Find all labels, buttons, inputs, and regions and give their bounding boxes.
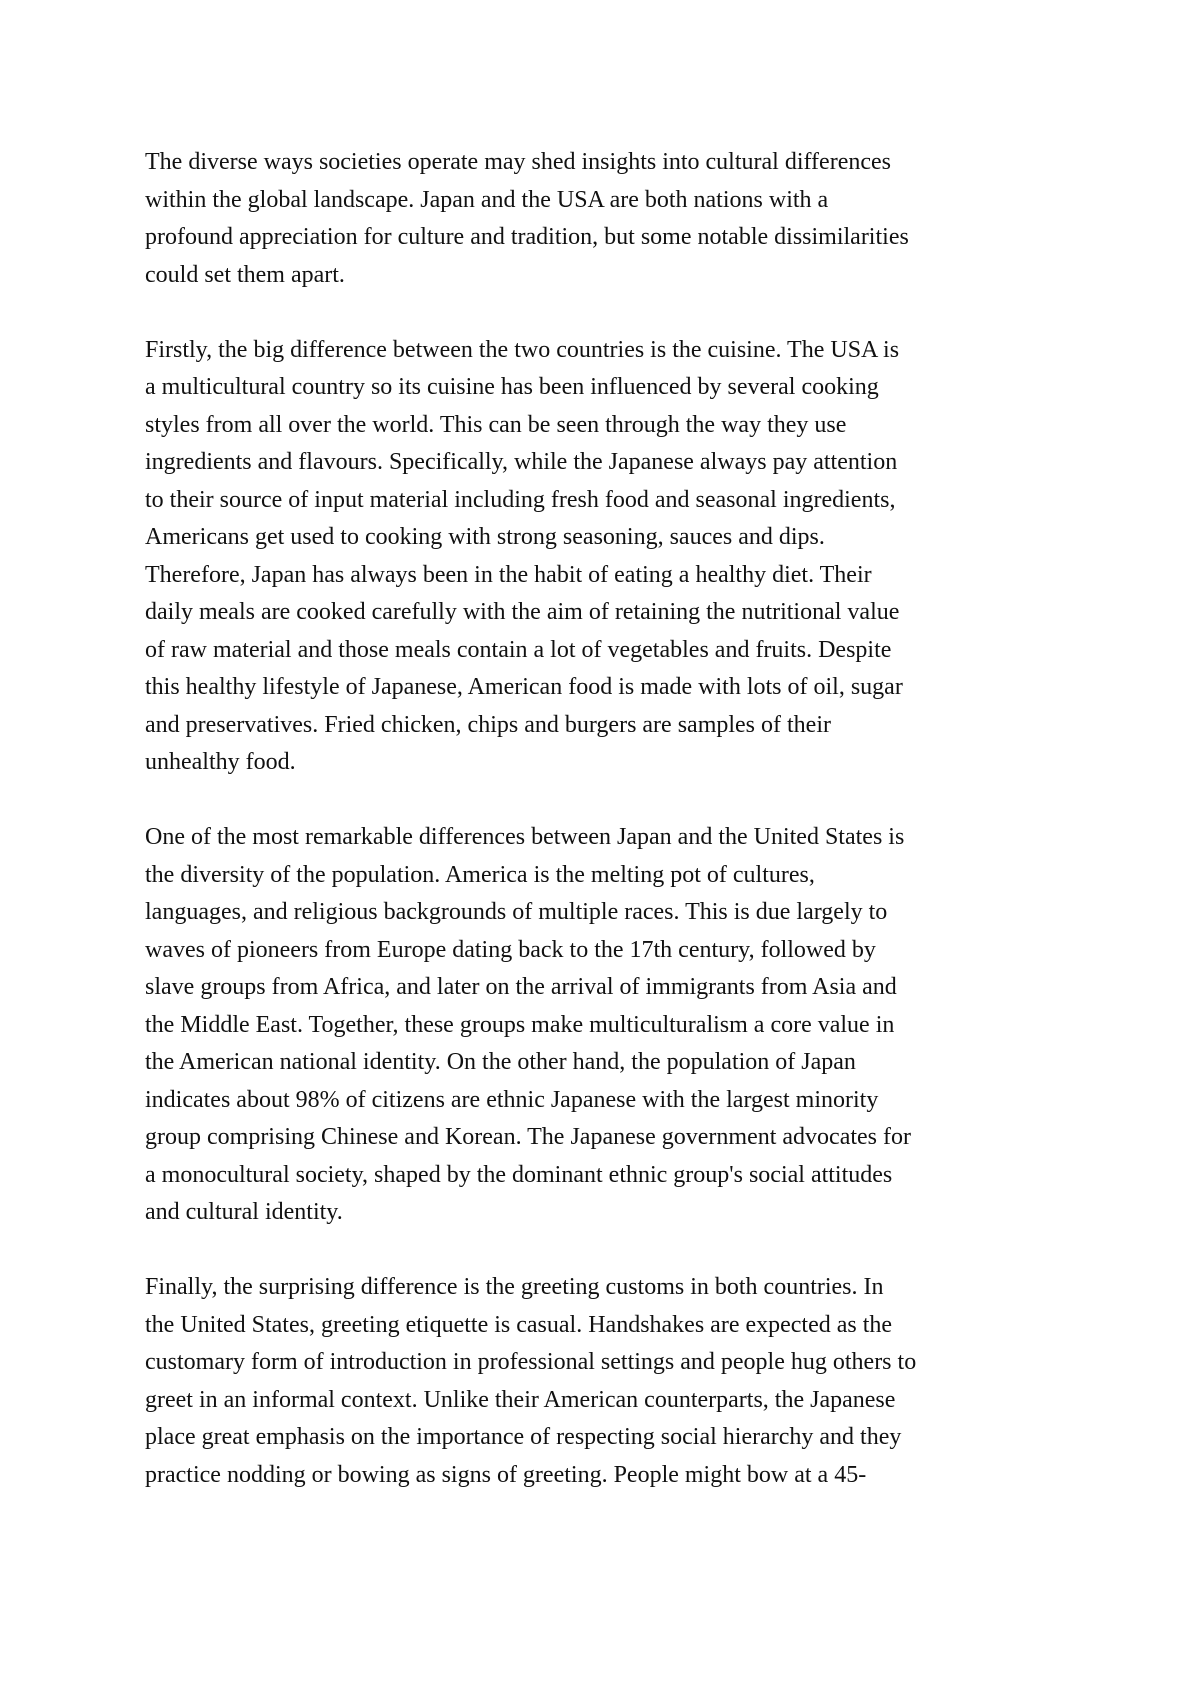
document-body [145,144,1075,1494]
paragraph-intro: The diverse ways societies operate may shed insights into cultural differences within the global landscape. Japan and the USA are both nations with a profound appreciation for culture and tradition, but some notable dissimilarities could set them apart. [145,149,909,288]
paragraph-population: One of the most remarkable differences between Japan and the United States is the diversity of the population. America is the melting pot of cultures, languages, and religious backgrounds of multiple races. This is due largely to waves of pioneers from Europe dating back to the 17th century, followed by slave groups from Africa, and later on the arrival of immigrants from Asia and the Middle East. Together, these groups make multiculturalism a core value in the American national identity. On the other hand, the population of Japan indicates about 98% of citizens are ethnic Japanese with the largest minority group comprising Chinese and Korean. The Japanese government advocates for a monocultural society, shaped by the dominant ethnic group's social attitudes and cultural identity. [145,824,911,1225]
paragraph-cuisine: Firstly, the big difference between the two countries is the cuisine. The USA is a multicultural country so its cuisine has been influenced by several cooking styles from all over the world. This can be seen through the way they use ingredients and flavours. Specifically, while the Japanese always pay attention to their source of input material including fresh food and seasonal ingredients, Americans get used to cooking with strong seasoning, sauces and dips. Therefore, Japan has always been in the habit of eating a healthy diet. Their daily meals are cooked carefully with the aim of retaining the nutritional value of raw material and those meals contain a lot of vegetables and fruits. Despite this healthy lifestyle of Japanese, American food is made with lots of oil, sugar and preservatives. Fried chicken, chips and burgers are samples of their unhealthy food. [145,336,903,775]
paragraph-greeting: Finally, the surprising difference is the greeting customs in both countries. In the United States, greeting etiquette is casual. Handshakes are expected as the customary form of introduction in professional settings and people hug others to greet in an informal context. Unlike their American counterparts, the Japanese place great emphasis on the importance of respecting social hierarchy and they practice nodding or bowing as signs of greeting. People might bow at a 45- [145,1274,917,1488]
